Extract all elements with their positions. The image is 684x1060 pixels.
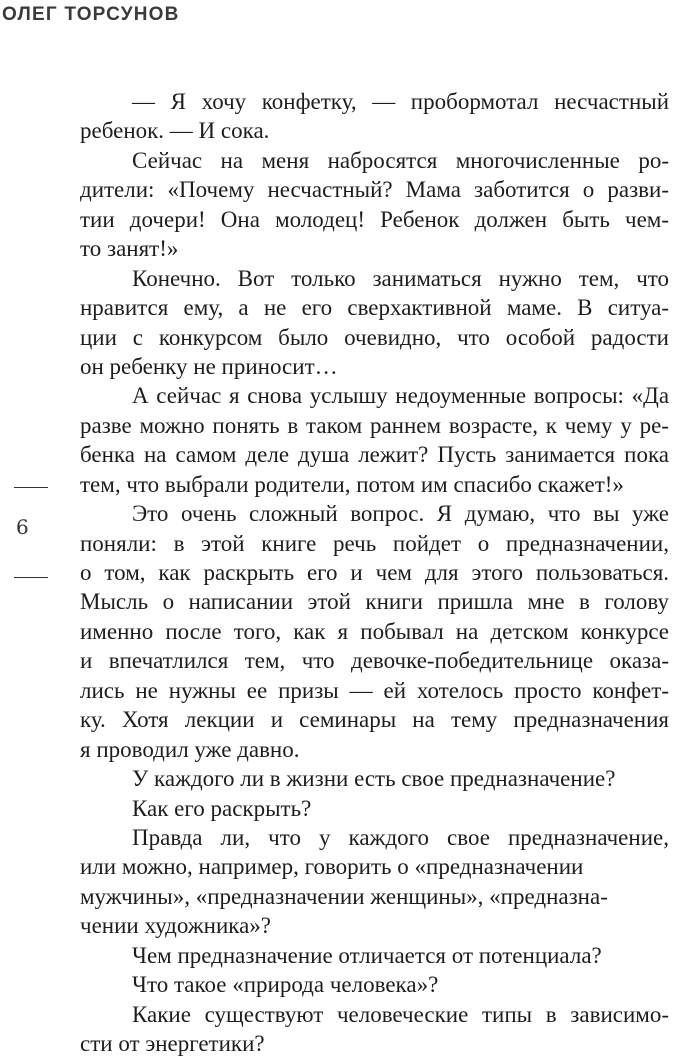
text-line: ции с конкурсом было очевидно, что особой радости — [80, 324, 669, 350]
text-line: Сейчас на меня набросятся многочисленные ро- — [132, 147, 669, 173]
text-line: ребенок. — И сока. — [80, 118, 270, 144]
text-line: Чем предназначение отличается от потенциала? — [132, 942, 602, 968]
text-line: лись не нужны ее призы — ей хотелось просто конфет- — [80, 677, 669, 703]
text-line: ку. Хотя лекции и семинары на тему предназначения — [80, 707, 670, 733]
text-line: Какие существуют человеческие типы в зависимо- — [132, 1001, 669, 1027]
text-line: сти от энергетики? — [80, 1031, 265, 1056]
text-line: о том, как раскрыть его и чем для этого пользоваться. — [80, 560, 670, 585]
text-line: А сейчас я снова услышу недоуменные вопросы: «Да — [132, 383, 670, 409]
page-number: 6 — [16, 515, 29, 539]
text-line: то занят!» — [80, 236, 179, 262]
text-line: Конечно. Вот только заниматься нужно тем, что — [132, 265, 670, 291]
text-line: бенка на самом деле душа лежит? Пусть занимается пока — [80, 442, 669, 468]
text-line: чении художника»? — [80, 913, 272, 939]
text-line: разве можно понять в таком раннем возрасте, к чему у ре- — [80, 412, 669, 438]
text-line: нравится ему, а не его сверхактивной маме. В ситуа- — [80, 295, 670, 321]
page-marker-rule-bottom — [14, 577, 48, 578]
text-line: У каждого ли в жизни есть свое предназначение? — [132, 766, 616, 792]
text-line: Это очень сложный вопрос. Я думаю, что вы уже — [132, 501, 669, 527]
text-line: или можно, например, говорить о «предназначении — [80, 854, 584, 880]
text-line: и впечатлился тем, что девочке-победительнице оказа- — [80, 648, 669, 674]
text-line: он ребенку не приносит… — [80, 353, 338, 379]
text-line: дители: «Почему несчастный? Мама заботится о разви- — [80, 177, 669, 203]
text-line: тем, что выбрали родители, потом им спасибо скажет!» — [80, 471, 624, 497]
page-marker-rule-top — [14, 487, 48, 488]
text-line: Как его раскрыть? — [132, 795, 312, 821]
running-head: ОЛЕГ ТОРСУНОВ — [2, 4, 180, 25]
text-line: я проводил уже давно. — [80, 736, 300, 762]
text-line: Правда ли, что у каждого свое предназначение, — [132, 824, 669, 850]
text-line: Что такое «природа человека»? — [132, 972, 439, 998]
text-line: мужчины», «предназначении женщины», «предназна- — [80, 883, 608, 909]
text-line: тии дочери! Она молодец! Ребенок должен быть чем- — [80, 206, 670, 232]
text-line: — Я хочу конфетку, — пробормотал несчастный — [132, 89, 670, 114]
text-line: Мысль о написании этой книги пришла мне в голову — [80, 589, 669, 615]
text-line: поняли: в этой книге речь пойдет о предназначении, — [80, 530, 669, 556]
text-line: именно после того, как я побывал на детском конкурсе — [80, 618, 670, 644]
body-text — [80, 87, 669, 1058]
